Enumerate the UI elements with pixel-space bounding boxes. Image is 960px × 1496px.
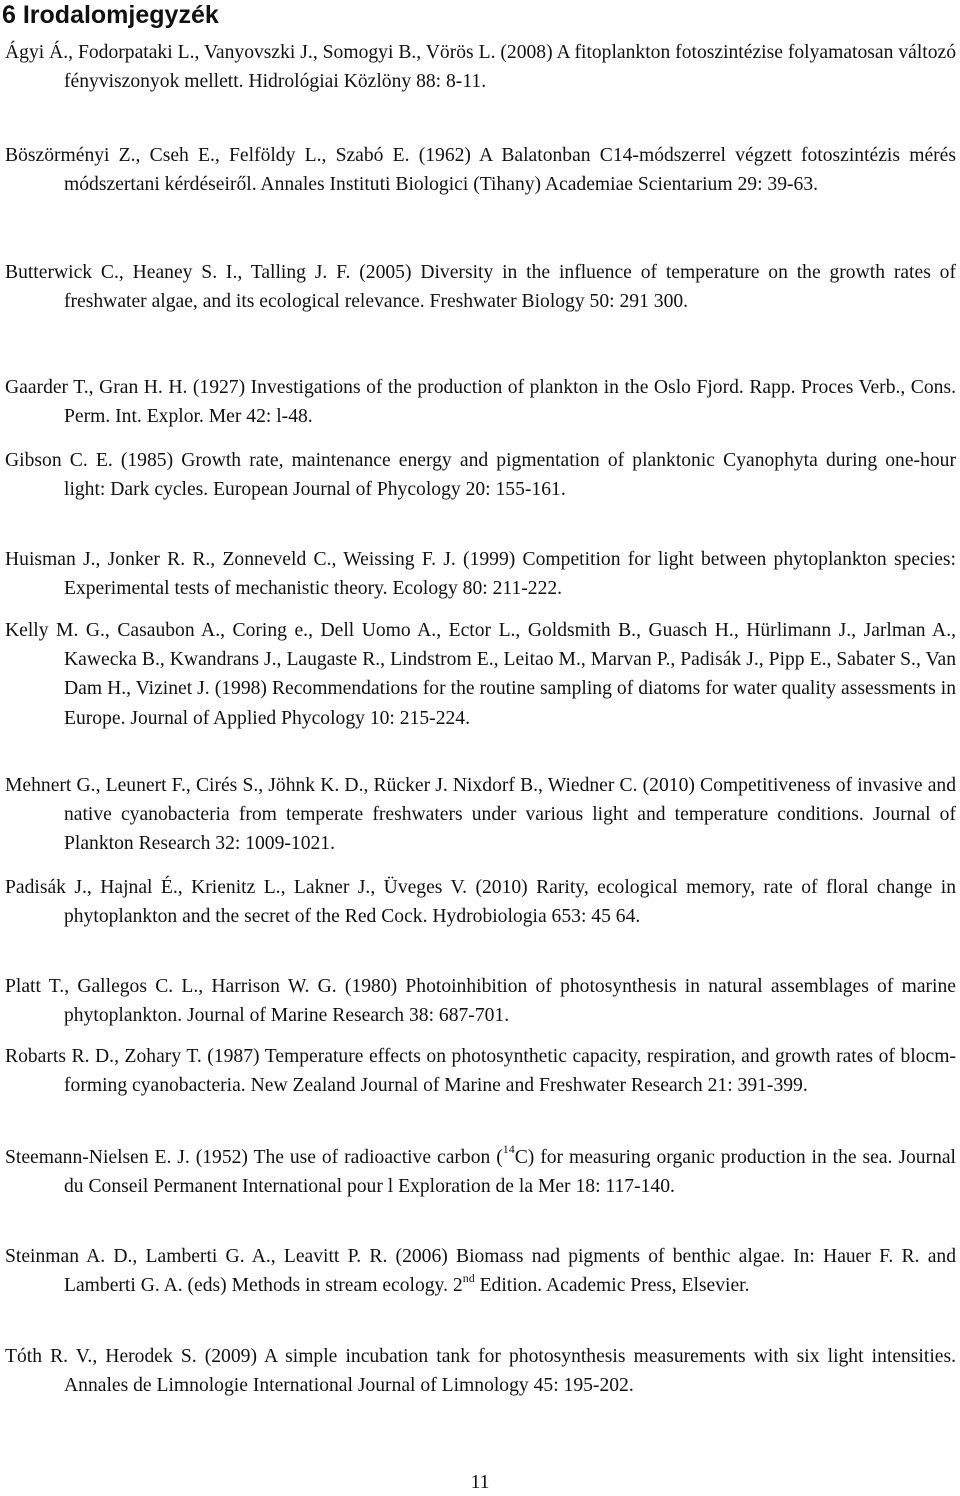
reference-toth: Tóth R. V., Herodek S. (2009) A simple incubation tank for photosynthesis measurements with six light intensities. Annales de Limnologie International Journal of Limnology 45: 195-202. <box>5 1346 956 1397</box>
reference-text-part: C) for measuring organic production in the sea. Journal du Conseil Permanent International pour l Exploration de la Mer 18: 117-140. <box>64 1147 957 1198</box>
reference-platt: Platt T., Gallegos C. L., Harrison W. G. (1980) Photoinhibition of photosynthesis in natural assemblages of marine phytoplankton. Journal of Marine Research 38: 687-701. <box>5 976 956 1027</box>
superscript: nd <box>462 1270 475 1285</box>
reference-padisak: Padisák J., Hajnal É., Krienitz L., Lakner J., Üveges V. (2010) Rarity, ecological memory, rate of floral change in phytoplankton and the secret of the Red Cock. Hydrobiologia 653: 45 64. <box>5 877 956 928</box>
reference-text-part: Steinman A. D., Lamberti G. A., Leavitt P. R. (2006) Biomass nad pigments of benthic algae. In: Hauer F. R. and Lamberti G. A. (eds) Methods in stream ecology. 2 <box>5 1246 956 1297</box>
reference-steinman <box>5 1242 956 1300</box>
reference-boszormenyi: Böszörményi Z., Cseh E., Felföldy L., Szabó E. (1962) A Balatonban C14-módszerrel végzett fotoszintézis mérés módszertani kérdéseiről. Annales Instituti Biologici (Tihany) Academiae Scientarium 29: 39-63. <box>5 145 956 196</box>
superscript: 14 <box>502 1142 515 1157</box>
reference-agyi: Ágyi Á., Fodorpataki L., Vanyovszki J., Somogyi B., Vörös L. (2008) A fitoplankton fotoszintézise folyamatosan változó fényviszonyok mellett. Hidrológiai Közlöny 88: 8-11. <box>5 42 956 93</box>
section-heading: 6 Irodalomjegyzék <box>2 1 219 29</box>
reference-gaarder: Gaarder T., Gran H. H. (1927) Investigations of the production of plankton in the Oslo Fjord. Rapp. Proces Verb., Cons. Perm. Int. Explor. Mer 42: l-48. <box>5 377 956 428</box>
reference-mehnert: Mehnert G., Leunert F., Cirés S., Jöhnk K. D., Rücker J. Nixdorf B., Wiedner C. (2010) Competitiveness of invasive and native cyanobacteria from temperate freshwaters under various light and temperature conditions. Journal of Plankton Research 32: 1009-1021. <box>5 775 956 855</box>
reference-butterwick: Butterwick C., Heaney S. I., Talling J. F. (2005) Diversity in the influence of temperature on the growth rates of freshwater algae, and its ecological relevance. Freshwater Biology 50: 291 300. <box>5 262 956 313</box>
reference-huisman: Huisman J., Jonker R. R., Zonneveld C., Weissing F. J. (1999) Competition for light between phytoplankton species: Experimental tests of mechanistic theory. Ecology 80: 211-222. <box>5 549 956 600</box>
reference-gibson: Gibson C. E. (1985) Growth rate, maintenance energy and pigmentation of planktonic Cyanophyta during one-hour light: Dark cycles. European Journal of Phycology 20: 155-161. <box>5 450 956 501</box>
reference-robarts: Robarts R. D., Zohary T. (1987) Temperature effects on photosynthetic capacity, respiration, and growth rates of blocm-forming cyanobacteria. New Zealand Journal of Marine and Freshwater Research 21: 391-399. <box>5 1046 956 1097</box>
reference-text-part: Edition. Academic Press, Elsevier. <box>474 1275 750 1297</box>
reference-text-part: Steemann-Nielsen E. J. (1952) The use of radioactive carbon ( <box>5 1147 503 1168</box>
reference-steemann-nielsen <box>5 1143 956 1201</box>
reference-kelly: Kelly M. G., Casaubon A., Coring e., Dell Uomo A., Ector L., Goldsmith B., Guasch H., Hürlimann J., Jarlman A., Kawecka B., Kwandrans J., Laugaste R., Lindstrom E., Leitao M., Marvan P., Padisák J., Pipp E., Sabater S., Van Dam H., Vizinet J. (1998) Recommendations for the routine sampling of diatoms for water quality assessments in Europe. Journal of Applied Phycology 10: 215-224. <box>5 620 956 729</box>
page-number: 11 <box>470 1472 490 1493</box>
